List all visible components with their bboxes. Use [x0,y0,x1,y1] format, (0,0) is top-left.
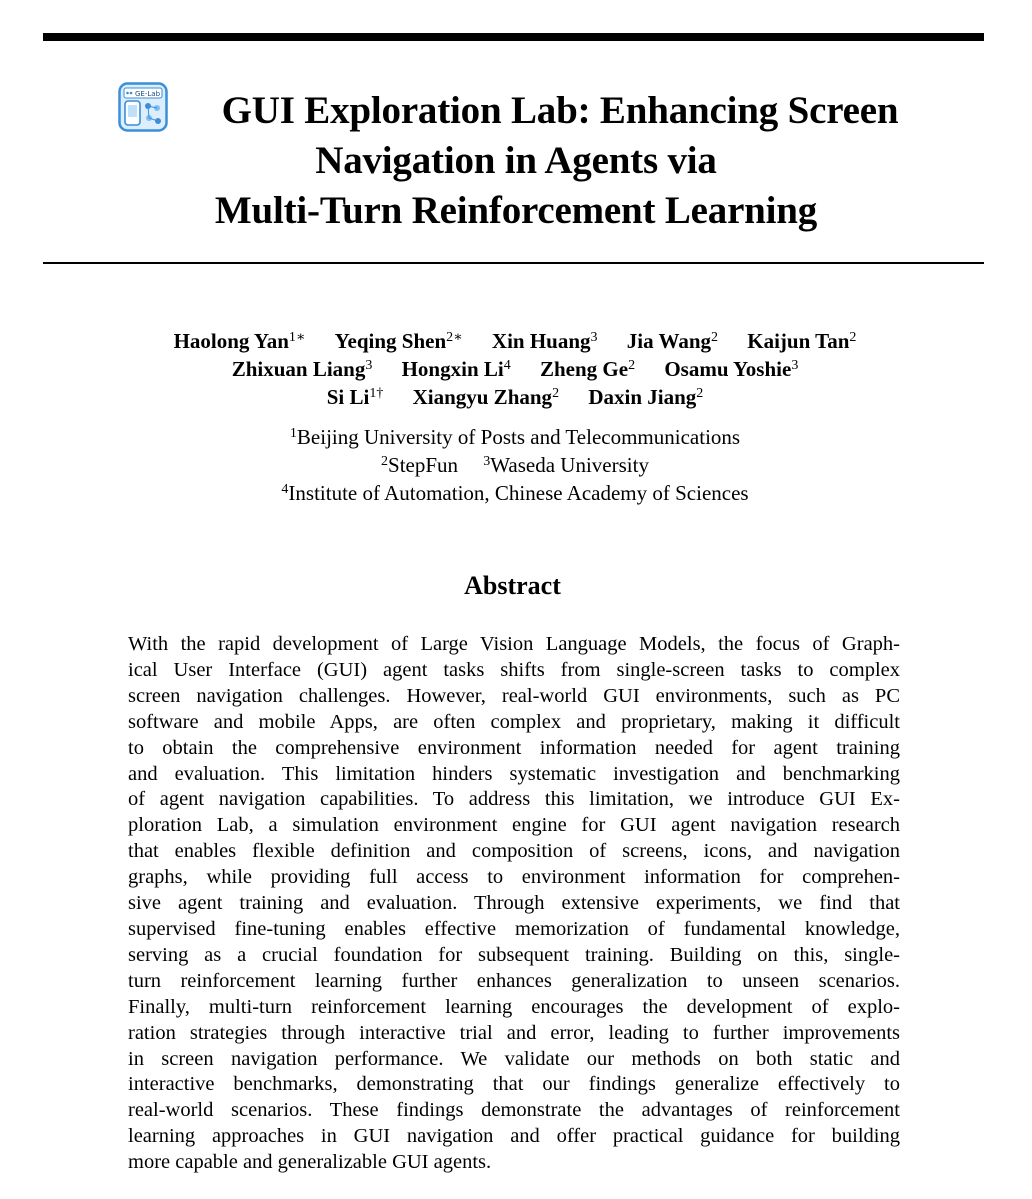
title-line-1: GUI Exploration Lab: Enhancing Screen [221,89,899,132]
author: Zheng Ge$^2$ [539,357,636,381]
paper-title [100,86,932,236]
author: Zhixuan Liang$^3$ [231,357,373,381]
abstract-line: ical User Interface (GUI) agent tasks shifts from single-screen tasks to complex [128,658,900,681]
author-row-2 [60,355,970,383]
abstract-line: screen navigation challenges. However, real-world GUI environments, such as PC [128,684,900,707]
abstract-line: of agent navigation capabilities. To address this limitation, we introduce GUI Ex- [128,788,900,811]
author: Osamu Yoshie$^3$ [664,357,799,381]
author: Xin Huang$^3$ [491,329,598,353]
affiliation: $^1$Beijing University of Posts and Telecommunications [289,425,741,449]
author: Daxin Jiang$^2$ [588,385,704,409]
author: Kaijun Tan$^2$ [747,329,857,353]
abstract-line: ploration Lab, a simulation environment engine for GUI agent navigation research [128,814,900,837]
author: Jia Wang$^2$ [626,329,719,353]
author: Haolong Yan$^{1∗}$ [173,329,306,353]
abstract-line: supervised fine-tuning enables effective memorization of fundamental knowledge, [128,917,900,940]
top-rule [43,33,984,41]
abstract-line: that enables flexible definition and composition of screens, icons, and navigation [128,840,900,863]
abstract-line: in screen navigation performance. We validate our methods on both static and [128,1047,900,1070]
abstract-line: real-world scenarios. These findings demonstrate the advantages of reinforcement [128,1099,900,1122]
affiliation-list [60,423,970,507]
logo-label: GE-Lab [135,90,161,98]
abstract-line: Finally, multi-turn reinforcement learning encourages the development of explo- [128,995,900,1018]
abstract-line: learning approaches in GUI navigation and offer practical guidance for building [128,1125,900,1148]
affiliation-row-3 [60,479,970,507]
abstract-body [128,632,900,1176]
affiliation: $^3$Waseda University [483,453,649,477]
abstract-line: ration strategies through interactive trial and error, leading to further improvements [128,1021,900,1044]
abstract-line: more capable and generalizable GUI agents. [128,1151,492,1174]
title-rule [43,262,984,264]
abstract-line: and evaluation. This limitation hinders systematic investigation and benchmarking [128,762,900,785]
abstract-line: interactive benchmarks, demonstrating that our findings generalize effectively to [128,1073,900,1096]
abstract-line: turn reinforcement learning further enhances generalization to unseen scenarios. [128,969,900,992]
author-list [60,327,970,411]
author: Xiangyu Zhang$^2$ [412,385,560,409]
affiliation: $^2$StepFun [381,453,459,477]
title-line-2: Navigation in Agents via [315,139,717,182]
author: Hongxin Li$^4$ [401,357,511,381]
author-row-1 [60,327,970,355]
author: Si $Li^{1\dagger}$ [326,385,384,409]
title-line-3: Multi-Turn Reinforcement Learning [214,189,818,232]
abstract-line: serving as a crucial foundation for subsequent training. Building on this, single- [128,943,900,966]
affiliation-row-2 [60,451,970,479]
abstract-line: graphs, while providing full access to environment information for comprehen- [128,866,900,889]
affiliation-row-1 [60,423,970,451]
affiliation: $^4$Institute of Automation, Chinese Academy of Sciences [281,481,749,505]
abstract-line: software and mobile Apps, are often complex and proprietary, making it difficult [128,710,900,733]
author: Yeqing Shen$^{2∗}$ [334,329,463,353]
abstract-line: sive agent training and evaluation. Through extensive experiments, we find that [128,892,900,915]
abstract-line: to obtain the comprehensive environment information needed for agent training [128,736,900,759]
abstract-line: With the rapid development of Large Vision Language Models, the focus of Graph- [128,633,900,655]
author-row-3 [60,383,970,411]
abstract-heading: Abstract [464,571,561,600]
